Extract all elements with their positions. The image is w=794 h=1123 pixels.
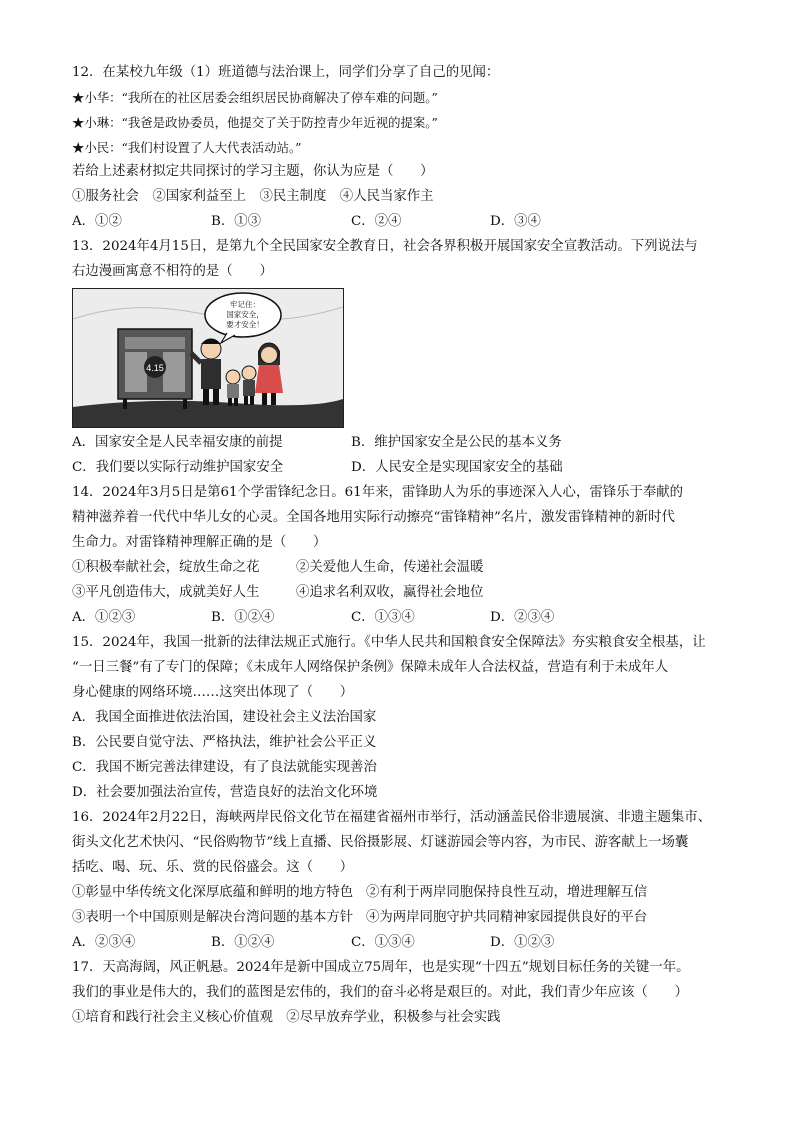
q12-item-1: ★小华：“我所在的社区居委会组织居民协商解决了停车难的问题。” bbox=[72, 90, 438, 105]
national-security-cartoon bbox=[72, 288, 344, 428]
q15-option-b: B．公民要自觉守法、严格执法，维护社会公平正义 bbox=[72, 735, 377, 750]
q16-stem-line-1: 16．2024年2月22日，海峡两岸民俗文化节在福建省福州市举行，活动涵盖民俗非遗展演、非遗主题集市、 bbox=[72, 810, 712, 825]
q12-ask: 若给上述素材拟定共同探讨的学习主题，你认为应是（ ） bbox=[72, 164, 434, 179]
speech-bubble-line-3: 要才安全！ bbox=[226, 320, 264, 329]
q16-stem-line-2: 街头文化艺术快闪、“民俗购物节”线上直播、民俗摄影展、灯谜游园会等内容，为市民、游客献上一场囊 bbox=[72, 835, 689, 850]
q14-choice-4: ④追求名利双收，赢得社会地位 bbox=[296, 585, 484, 600]
q16-option-b: B．①②④ bbox=[211, 935, 275, 950]
q15-option-c: C．我国不断完善法律建设，有了良法就能实现善治 bbox=[72, 760, 377, 775]
q17-choices-line-1: ①培育和践行社会主义核心价值观 ②尽早放弃学业，积极参与社会实践 bbox=[72, 1010, 501, 1025]
q12-item-3: ★小民：“我们村设置了人大代表活动站。” bbox=[72, 140, 302, 155]
q12-option-c: C．②④ bbox=[351, 214, 402, 229]
q14-stem-line-3: 生命力。对雷锋精神理解正确的是（ ） bbox=[72, 535, 327, 550]
q12-option-b: B．①③ bbox=[211, 214, 262, 229]
q14-stem-line-1: 14．2024年3月5日是第61个学雷锋纪念日。61年来，雷锋助人为乐的事迹深入人心，雷锋乐于奉献的 bbox=[72, 485, 684, 500]
q16-option-d: D．①②③ bbox=[490, 935, 555, 950]
q14-stem-line-2: 精神滋养着一代代中华儿女的心灵。全国各地用实际行动擦亮“雷锋精神”名片，激发雷锋精神的新时代 bbox=[72, 510, 675, 525]
q13-option-a: A．国家安全是人民幸福安康的前提 bbox=[72, 435, 283, 450]
q16-choice-3: ③表明一个中国原则是解决台湾问题的基本方针 bbox=[72, 910, 354, 925]
q13-option-d: D．人民安全是实现国家安全的基础 bbox=[351, 460, 563, 475]
q16-option-a: A．②③④ bbox=[72, 935, 136, 950]
q15-stem-line-1: 15．2024年，我国一批新的法律法规正式施行。《中华人民共和国粮食安全保障法》夯实粮食安全根基，让 bbox=[72, 635, 706, 650]
q15-option-a: A．我国全面推进依法治国，建设社会主义法治国家 bbox=[72, 710, 377, 725]
q12-choices: ①服务社会 ②国家利益至上 ③民主制度 ④人民当家作主 bbox=[72, 189, 434, 204]
q13-option-b: B．维护国家安全是公民的基本义务 bbox=[351, 435, 562, 450]
q13-stem-line-1: 13．2024年4月15日，是第九个全民国家安全教育日，社会各界积极开展国家安全宣教活动。下列说法与 bbox=[72, 239, 698, 254]
q17-stem-line-2: 我们的事业是伟大的，我们的蓝图是宏伟的，我们的奋斗必将是艰巨的。对此，我们青少年应该（ ） bbox=[72, 985, 688, 1000]
q14-option-d: D．②③④ bbox=[490, 610, 555, 625]
q16-option-c: C．①③④ bbox=[351, 935, 415, 950]
q13-stem-line-2: 右边漫画寓意不相符的是（ ） bbox=[72, 264, 273, 279]
q14-option-a: A．①②③ bbox=[72, 610, 136, 625]
q15-option-d: D．社会要加强法治宣传，营造良好的法治文化环境 bbox=[72, 785, 378, 800]
poster-date-label: 4.15 bbox=[146, 363, 164, 373]
q16-choice-2: ②有利于两岸同胞保持良性互动，增进理解互信 bbox=[366, 885, 648, 900]
q14-choice-1: ①积极奉献社会，绽放生命之花 bbox=[72, 560, 260, 575]
q12-option-a: A．①② bbox=[72, 214, 122, 229]
q14-option-c: C．①③④ bbox=[351, 610, 415, 625]
q16-choice-4: ④为两岸同胞守护共同精神家园提供良好的平台 bbox=[366, 910, 648, 925]
q12-stem: 12．在某校九年级（1）班道德与法治课上，同学们分享了自己的见闻： bbox=[72, 65, 500, 80]
q14-choice-2: ②关爱他人生命，传递社会温暖 bbox=[296, 560, 484, 575]
q16-stem-line-3: 括吃、喝、玩、乐、赏的民俗盛会。这（ ） bbox=[72, 860, 354, 875]
q12-option-d: D．③④ bbox=[490, 214, 541, 229]
speech-bubble-line-2: 国家安全， bbox=[226, 310, 264, 319]
q13-option-c: C．我们要以实际行动维护国家安全 bbox=[72, 460, 284, 475]
q14-choice-3: ③平凡创造伟大，成就美好人生 bbox=[72, 585, 260, 600]
q15-stem-line-2: “一日三餐”有了专门的保障；《未成年人网络保护条例》保障未成年人合法权益，营造有利于未成年人 bbox=[72, 660, 669, 675]
cartoon-drawing bbox=[73, 289, 343, 427]
q15-stem-line-3: 身心健康的网络环境……这突出体现了（ ） bbox=[72, 685, 354, 700]
speech-bubble-line-1: 牢记住： bbox=[230, 300, 260, 309]
q12-item-2: ★小琳：“我爸是政协委员，他提交了关于防控青少年近视的提案。” bbox=[72, 115, 438, 130]
q16-choice-1: ①彰显中华传统文化深厚底蕴和鲜明的地方特色 bbox=[72, 885, 354, 900]
q17-stem-line-1: 17．天高海阔，风正帆悬。2024年是新中国成立75周年，也是实现“十四五”规划目标任务的关键一年。 bbox=[72, 960, 690, 975]
q14-option-b: B．①②④ bbox=[211, 610, 275, 625]
